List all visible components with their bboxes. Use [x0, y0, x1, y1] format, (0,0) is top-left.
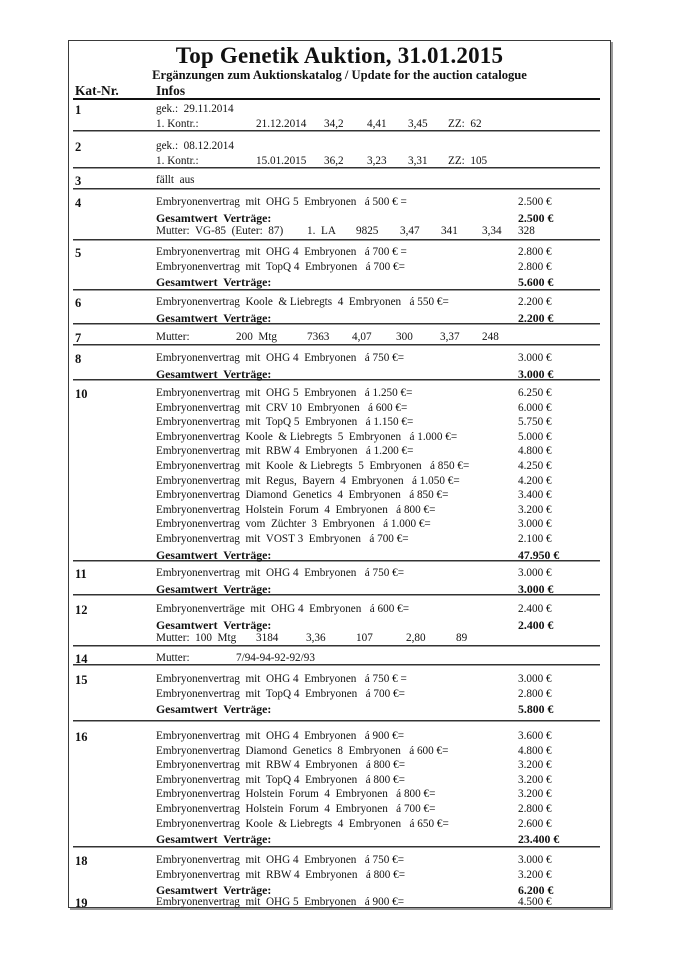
- info-row: [156, 225, 610, 239]
- info-cell: 3,37: [440, 331, 460, 343]
- line-amount: 3.400 €: [518, 489, 552, 502]
- info-cell: 3,45: [408, 117, 428, 130]
- total-amount: 2.500 €: [518, 210, 554, 225]
- contract-row: [156, 261, 610, 275]
- info-cell: 1. Kontr.:: [156, 117, 199, 130]
- total-label: Gesamtwert Verträge:: [156, 547, 272, 562]
- info-cell: 89: [456, 632, 468, 645]
- total-row: [156, 211, 610, 225]
- total-amount: 3.000 €: [518, 581, 554, 596]
- line-text: Embryonenvertrag vom Züchter 3 Embryonen á 1.000 €=: [156, 518, 431, 531]
- info-cell: 3184: [256, 632, 279, 645]
- total-row: [156, 582, 610, 596]
- line-text: gek.: 29.11.2014: [156, 103, 234, 115]
- line-amount: 2.600 €: [518, 817, 552, 830]
- column-header-infos: Infos: [156, 83, 186, 98]
- info-cell: 1. LA: [307, 225, 336, 238]
- line-text: Embryonenvertrag mit OHG 5 Embryonen á 900 €=: [156, 896, 405, 908]
- line-amount: 3.000 €: [518, 352, 552, 364]
- line-text: Embryonenvertrag mit OHG 5 Embryonen á 500 € =: [156, 196, 407, 208]
- info-cell: 3,47: [400, 225, 420, 238]
- contract-row: [156, 489, 610, 503]
- total-label: Gesamtwert Verträge:: [156, 883, 272, 898]
- line-amount: 2.400 €: [518, 603, 552, 615]
- contract-row: [156, 673, 610, 687]
- line-text: Embryonenvertrag mit TopQ 4 Embryonen á 800 €=: [156, 773, 405, 786]
- total-label: Gesamtwert Verträge:: [156, 702, 272, 717]
- contract-row: [156, 475, 610, 489]
- line-text: Embryonenvertrag mit OHG 4 Embryonen á 900 €=: [156, 730, 405, 742]
- info-cell: 4,41: [367, 117, 387, 130]
- page-subtitle: Ergänzungen zum Auktionskatalog / Update for the auction catalogue: [152, 68, 527, 82]
- info-row: [156, 155, 610, 169]
- info-cell: 3,31: [408, 154, 428, 167]
- line-amount: 4.200 €: [518, 474, 552, 487]
- info-cell: 34,2: [324, 117, 344, 130]
- line-text: Embryonenvertrag Holstein Forum 4 Embryonen á 800 €=: [156, 788, 436, 801]
- line-amount: 3.000 €: [518, 854, 552, 866]
- total-label: Gesamtwert Verträge:: [156, 310, 272, 325]
- contract-row: [156, 246, 610, 260]
- kat-number: 19: [75, 896, 88, 910]
- total-row: [156, 367, 610, 381]
- info-cell: 9825: [356, 225, 379, 238]
- kat-number: 12: [75, 603, 88, 617]
- kat-number: 18: [75, 854, 88, 868]
- line-text: Embryonenvertrag mit RBW 4 Embryonen á 800 €=: [156, 759, 406, 772]
- line-amount: 2.100 €: [518, 533, 552, 545]
- line-amount: 5.750 €: [518, 416, 552, 429]
- info-cell: ZZ: 105: [448, 154, 488, 167]
- line-amount: 2.800 €: [518, 803, 552, 815]
- kat-number: 16: [75, 730, 88, 744]
- total-amount: 6.200 €: [518, 883, 554, 898]
- total-amount: 5.800 €: [518, 702, 554, 717]
- contract-row: [156, 103, 610, 117]
- line-text: Embryonenvertrag mit OHG 5 Embryonen á 1.250 €=: [156, 387, 413, 399]
- line-text: Embryonenvertrag mit OHG 4 Embryonen á 750 €=: [156, 567, 405, 579]
- kat-number: 2: [75, 140, 82, 154]
- line-text: Embryonenverträge mit OHG 4 Embryonen á 600 €=: [156, 603, 409, 615]
- total-label: Gesamtwert Verträge:: [156, 617, 272, 632]
- total-row: [156, 548, 610, 562]
- info-cell: 300: [396, 331, 413, 343]
- total-amount: 2.200 €: [518, 310, 554, 325]
- total-amount: 5.600 €: [518, 275, 554, 290]
- line-text: Embryonenvertrag mit RBW 4 Embryonen á 1.200 €=: [156, 445, 414, 458]
- kat-number: 6: [75, 296, 82, 310]
- total-row: [156, 832, 610, 846]
- contract-row: [156, 296, 610, 310]
- line-amount: 4.800 €: [518, 744, 552, 757]
- info-cell: Mutter:: [156, 331, 190, 343]
- contract-row: [156, 174, 610, 188]
- line-text: Embryonenvertrag Koole & Liebregts 5 Embryonen á 1.000 €=: [156, 430, 458, 443]
- kat-number: 15: [75, 673, 88, 687]
- contract-row: [156, 603, 610, 617]
- kat-number: 14: [75, 652, 88, 666]
- contract-row: [156, 688, 610, 702]
- info-cell: 21.12.2014: [256, 117, 307, 130]
- kat-number: 4: [75, 196, 82, 210]
- info-cell: 341: [441, 225, 458, 238]
- info-cell: 3,36: [306, 632, 326, 645]
- line-amount: 6.000 €: [518, 401, 552, 414]
- contract-row: [156, 445, 610, 459]
- column-header-kat: Kat-Nr.: [75, 83, 119, 98]
- contract-row: [156, 352, 610, 366]
- contract-row: [156, 745, 610, 759]
- kat-number: 3: [75, 174, 82, 188]
- contract-row: [156, 140, 610, 154]
- info-cell: Mutter: 100 Mtg: [156, 632, 237, 645]
- info-cell: 3,34: [482, 225, 502, 238]
- total-amount: 47.950 €: [518, 547, 560, 562]
- info-cell: 4,07: [352, 331, 372, 343]
- line-text: Embryonenvertrag mit Regus, Bayern 4 Embryonen á 1.050 €=: [156, 474, 460, 487]
- line-amount: 2.800 €: [518, 246, 552, 258]
- total-label: Gesamtwert Verträge:: [156, 581, 272, 596]
- line-text: fällt aus: [156, 174, 195, 186]
- info-cell: 107: [356, 632, 373, 645]
- line-text: Embryonenvertrag mit TopQ 5 Embryonen á 1.150 €=: [156, 416, 414, 429]
- line-text: Embryonenvertrag Diamond Genetics 4 Embryonen á 850 €=: [156, 489, 449, 502]
- contract-row: [156, 504, 610, 518]
- contract-row: [156, 774, 610, 788]
- info-row: [156, 632, 610, 646]
- total-row: [156, 275, 610, 289]
- contract-row: [156, 416, 610, 430]
- contract-row: [156, 518, 610, 532]
- line-text: Embryonenvertrag mit OHG 4 Embryonen á 750 € =: [156, 673, 407, 685]
- line-text: Embryonenvertrag Holstein Forum 4 Embryonen á 700 €=: [156, 803, 436, 815]
- total-amount: 2.400 €: [518, 617, 554, 632]
- header-rule: [73, 98, 600, 100]
- line-amount: 3.200 €: [518, 759, 552, 772]
- contract-row: [156, 869, 610, 883]
- line-amount: 3.200 €: [518, 773, 552, 786]
- total-amount: 3.000 €: [518, 366, 554, 381]
- line-amount: 4.250 €: [518, 460, 552, 472]
- info-cell: 200 Mtg: [236, 331, 278, 343]
- total-amount: 23.400 €: [518, 832, 560, 847]
- info-row: [156, 652, 610, 666]
- kat-number: 11: [75, 567, 87, 581]
- contract-row: [156, 196, 610, 210]
- line-text: Embryonenvertrag mit CRV 10 Embryonen á 600 €=: [156, 401, 408, 414]
- info-cell: 7/94-94-92-92/93: [236, 652, 315, 664]
- info-cell: Mutter: VG-85 (Euter: 87): [156, 225, 284, 238]
- section-divider: [73, 239, 600, 241]
- total-label: Gesamtwert Verträge:: [156, 275, 272, 290]
- line-text: Embryonenvertrag Holstein Forum 4 Embryonen á 800 €=: [156, 503, 436, 516]
- line-amount: 3.200 €: [518, 788, 552, 801]
- total-row: [156, 618, 610, 632]
- page-title: Top Genetik Auktion, 31.01.2015: [175, 43, 504, 68]
- info-cell: ZZ: 62: [448, 117, 482, 130]
- contract-row: [156, 759, 610, 773]
- kat-number: 7: [75, 331, 82, 345]
- line-text: Embryonenvertrag mit OHG 4 Embryonen á 750 €=: [156, 352, 405, 364]
- contract-row: [156, 854, 610, 868]
- section-divider: [73, 720, 600, 722]
- line-text: Embryonenvertrag Diamond Genetics 8 Embryonen á 600 €=: [156, 744, 449, 757]
- line-text: Embryonenvertrag mit TopQ 4 Embryonen á 700 €=: [156, 687, 405, 700]
- info-cell: 2,80: [406, 632, 426, 645]
- line-amount: 3.200 €: [518, 503, 552, 516]
- line-amount: 3.000 €: [518, 518, 552, 531]
- line-text: Embryonenvertrag Koole & Liebregts 4 Embryonen á 650 €=: [156, 817, 449, 830]
- contract-row: [156, 460, 610, 474]
- line-amount: 2.800 €: [518, 260, 552, 273]
- line-text: Embryonenvertrag mit RBW 4 Embryonen á 800 €=: [156, 868, 406, 881]
- total-row: [156, 702, 610, 716]
- info-cell: 3,23: [367, 154, 387, 167]
- info-cell: 248: [482, 331, 499, 343]
- line-text: Embryonenvertrag Koole & Liebregts 4 Embryonen á 550 €=: [156, 296, 449, 308]
- info-row: [156, 331, 610, 345]
- kat-number: 8: [75, 352, 82, 366]
- line-text: Embryonenvertrag mit Koole & Liebregts 5 Embryonen á 850 €=: [156, 460, 470, 472]
- contract-row: [156, 533, 610, 547]
- line-amount: 2.500 €: [518, 196, 552, 208]
- section-divider: [73, 188, 600, 190]
- catalogue-page: [68, 40, 611, 908]
- info-row: [156, 118, 610, 132]
- contract-row: [156, 567, 610, 581]
- total-label: Gesamtwert Verträge:: [156, 832, 272, 847]
- line-amount: 3.000 €: [518, 567, 552, 579]
- contract-row: [156, 803, 610, 817]
- total-label: Gesamtwert Verträge:: [156, 366, 272, 381]
- kat-number: 1: [75, 103, 82, 117]
- contract-row: [156, 788, 610, 802]
- info-cell: 15.01.2015: [256, 154, 307, 167]
- kat-number: 5: [75, 246, 82, 260]
- line-text: Embryonenvertrag mit VOST 3 Embryonen á 700 €=: [156, 533, 409, 545]
- contract-row: [156, 387, 610, 401]
- line-amount: 4.800 €: [518, 445, 552, 458]
- contract-row: [156, 431, 610, 445]
- line-amount: 6.250 €: [518, 387, 552, 399]
- line-amount: 3.600 €: [518, 730, 552, 742]
- line-amount: 3.200 €: [518, 868, 552, 881]
- contract-row: [156, 896, 610, 910]
- line-text: Embryonenvertrag mit TopQ 4 Embryonen á 700 €=: [156, 260, 405, 273]
- info-cell: 7363: [307, 331, 330, 343]
- line-text: Embryonenvertrag mit OHG 4 Embryonen á 700 € =: [156, 246, 407, 258]
- line-amount: 5.000 €: [518, 430, 552, 443]
- line-amount: 3.000 €: [518, 673, 552, 685]
- line-text: gek.: 08.12.2014: [156, 140, 234, 152]
- contract-row: [156, 730, 610, 744]
- line-text: Embryonenvertrag mit OHG 4 Embryonen á 750 €=: [156, 854, 405, 866]
- line-amount: 2.800 €: [518, 687, 552, 700]
- info-cell: Mutter:: [156, 652, 190, 664]
- total-label: Gesamtwert Verträge:: [156, 210, 272, 225]
- line-amount: 2.200 €: [518, 296, 552, 308]
- kat-number: 10: [75, 387, 88, 401]
- contract-row: [156, 818, 610, 832]
- info-cell: 36,2: [324, 154, 344, 167]
- contract-row: [156, 402, 610, 416]
- info-cell: 1. Kontr.:: [156, 154, 199, 167]
- total-row: [156, 311, 610, 325]
- info-cell: 328: [518, 225, 535, 238]
- line-amount: 4.500 €: [518, 896, 552, 908]
